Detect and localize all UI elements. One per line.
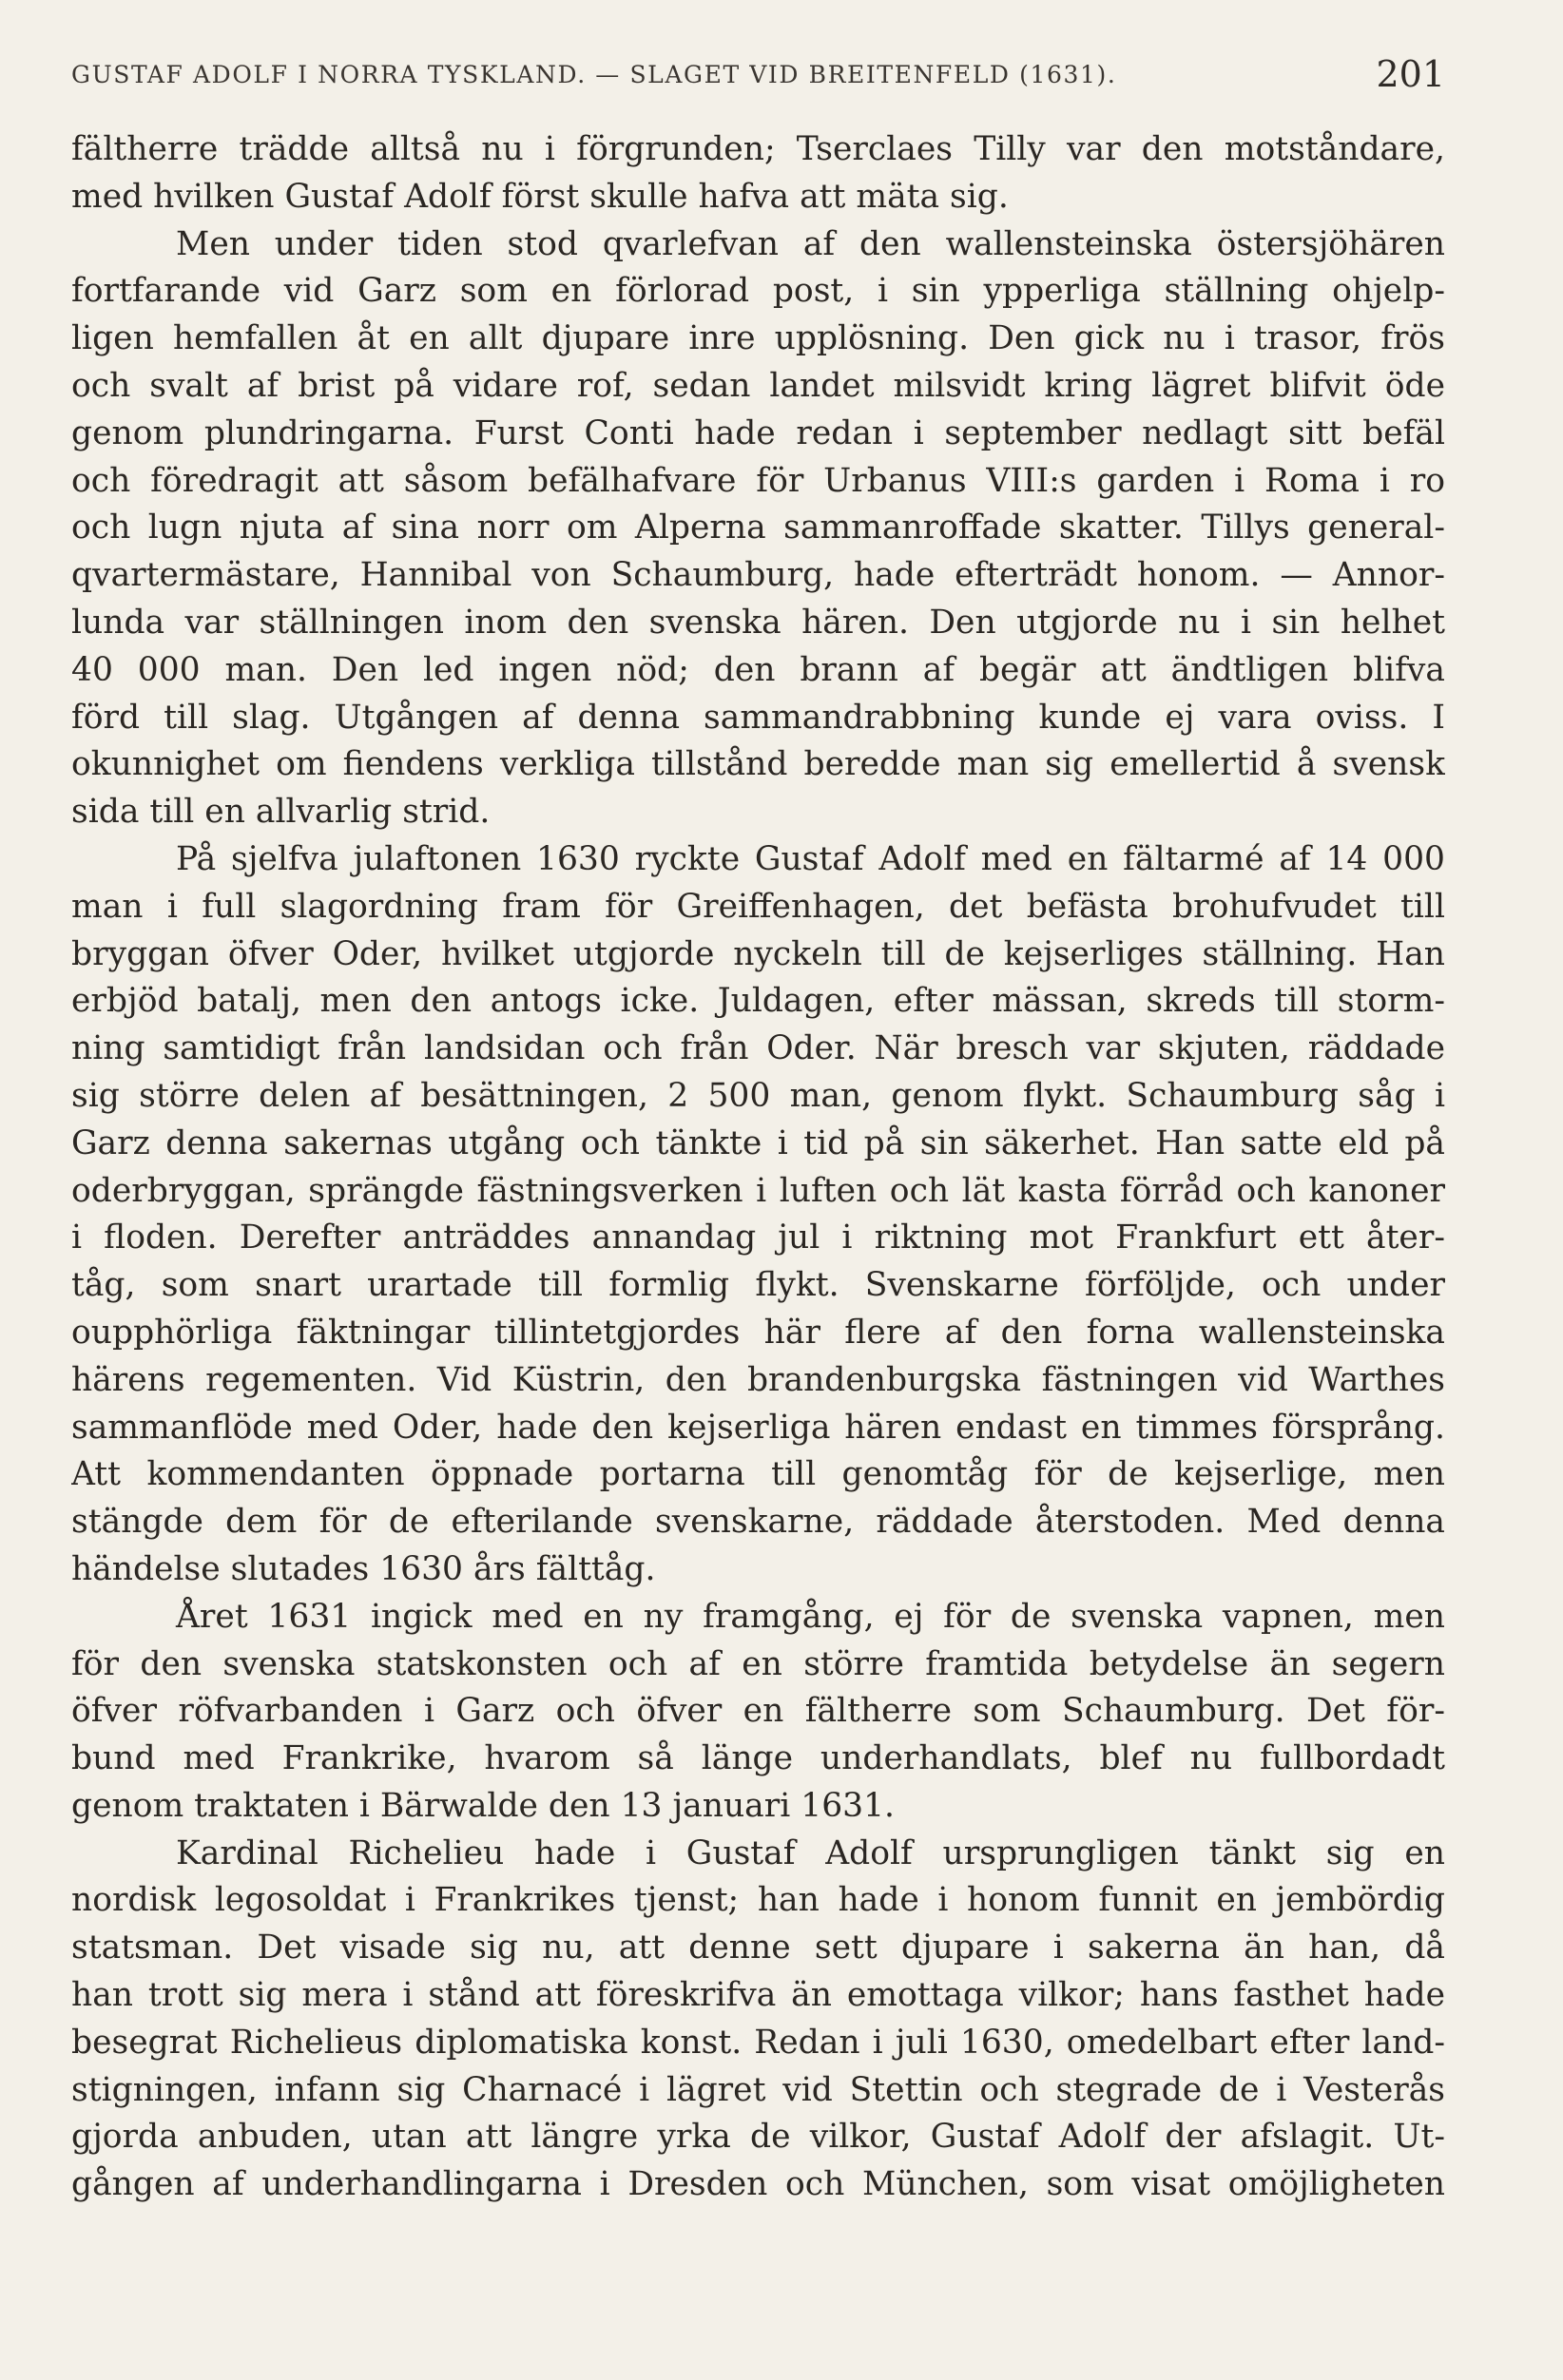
text-line: På sjelfva julaftonen 1630 ryckte Gustaf Adolf med en fältarmé af 14 000 — [176, 839, 1445, 878]
text-line: Kardinal Richelieu hade i Gustaf Adolf ursprungligen tänkt sig en — [176, 1833, 1445, 1872]
text-line: Men under tiden stod qvarlefvan af den wallensteinska östersjöhären — [176, 224, 1445, 263]
text-line: genom plundringarna. Furst Conti hade redan i september nedlagt sitt befäl — [71, 413, 1445, 452]
text-line: Garz denna sakernas utgång och tänkte i tid på sin säkerhet. Han satte eld på — [71, 1123, 1445, 1162]
text-line: genom traktaten i Bärwalde den 13 januari 1631. — [71, 1786, 896, 1825]
text-line: sig större delen af besättningen, 2 500 man, genom flykt. Schaumburg såg i — [71, 1076, 1445, 1115]
text-line: sammanflöde med Oder, hade den kejserliga hären endast en timmes försprång. — [71, 1408, 1445, 1447]
text-line: med hvilken Gustaf Adolf först skulle hafva att mäta sig. — [71, 177, 1009, 216]
text-line: öfver röfvarbanden i Garz och öfver en fältherre som Schaumburg. Det för- — [71, 1692, 1445, 1731]
text-line: erbjöd batalj, men den antogs icke. Juldagen, efter mässan, skreds till storm- — [71, 982, 1445, 1021]
page-number: 201 — [1376, 53, 1445, 95]
text-line: han trott sig mera i stånd att föreskrifva än emottaga vilkor; hans fasthet hade — [71, 1976, 1445, 2015]
text-line: ligen hemfallen åt en allt djupare inre upplösning. Den gick nu i trasor, frös — [71, 319, 1445, 358]
page-header — [71, 53, 1445, 101]
text-line: sida till en allvarlig strid. — [71, 793, 491, 832]
text-line: fortfarande vid Garz som en förlorad post, i sin ypperliga ställning ohjelp- — [71, 272, 1445, 311]
text-line: oupphörliga fäktningar tillintetgjordes här flere af den forna wallensteinska — [71, 1313, 1445, 1352]
text-line: man i full slagordning fram för Greiffenhagen, det befästa brohufvudet till — [71, 887, 1445, 926]
text-line: händelse slutades 1630 års fälttåg. — [71, 1549, 656, 1588]
text-line: lunda var ställningen inom den svenska hären. Den utgjorde nu i sin helhet — [71, 603, 1445, 642]
text-line: besegrat Richelieus diplomatiska konst. Redan i juli 1630, omedelbart efter land- — [71, 2023, 1445, 2062]
text-line: gången af underhandlingarna i Dresden och München, som visat omöjligheten — [71, 2165, 1445, 2204]
text-line: nordisk legosoldat i Frankrikes tjenst; han hade i honom funnit en jembördig — [71, 1881, 1445, 1920]
text-line: okunnighet om fiendens verkliga tillstånd beredde man sig emellertid å svensk — [71, 745, 1445, 784]
text-line: tåg, som snart urartade till formlig flykt. Svenskarne förföljde, och under — [71, 1266, 1445, 1305]
running-head: GUSTAF ADOLF I NORRA TYSKLAND. — SLAGET VID BREITENFELD (1631). — [71, 61, 1117, 88]
text-line: statsman. Det visade sig nu, att denne sett djupare i sakerna än han, då — [71, 1929, 1445, 1967]
text-line: i floden. Derefter anträddes annandag jul i riktning mot Frankfurt ett åter- — [71, 1219, 1445, 1257]
text-line: och föredragit att såsom befälhafvare för Urbanus VIII:s garden i Roma i ro — [71, 461, 1445, 500]
text-line: gjorda anbuden, utan att längre yrka de vilkor, Gustaf Adolf der afslagit. Ut- — [71, 2118, 1445, 2157]
text-line: oderbryggan, sprängde fästningsverken i luften och lät kasta förråd och kanoner — [71, 1171, 1445, 1210]
text-line: stigningen, infann sig Charnacé i lägret vid Stettin och stegrade de i Vesterås — [71, 2070, 1445, 2109]
text-line: Att kommendanten öppnade portarna till genomtåg för de kejserlige, men — [71, 1455, 1445, 1494]
text-line: och svalt af brist på vidare rof, sedan landet milsvidt kring lägret blifvit öde — [71, 366, 1445, 405]
text-line: qvartermästare, Hannibal von Schaumburg, hade efterträdt honom. — Annor- — [71, 556, 1445, 595]
text-line: härens regementen. Vid Küstrin, den brandenburgska fästningen vid Warthes — [71, 1360, 1445, 1399]
text-line: förd till slag. Utgången af denna sammandrabbning kunde ej vara oviss. I — [71, 698, 1445, 737]
text-line: Året 1631 ingick med en ny framgång, ej för de svenska vapnen, men — [176, 1597, 1445, 1636]
text-line: ning samtidigt från landsidan och från Oder. När bresch var skjuten, räddade — [71, 1029, 1445, 1068]
text-line: stängde dem för de efterilande svenskarne, räddade återstoden. Med denna — [71, 1503, 1445, 1542]
text-line: 40 000 man. Den led ingen nöd; den brann af begär att ändtligen blifva — [71, 650, 1445, 689]
body-text — [71, 126, 1445, 2209]
text-line: bund med Frankrike, hvarom så länge underhandlats, blef nu fullbordadt — [71, 1739, 1445, 1778]
text-line: bryggan öfver Oder, hvilket utgjorde nyckeln till de kejserliges ställning. Han — [71, 934, 1445, 973]
text-line: och lugn njuta af sina norr om Alperna sammanroffade skatter. Tillys general- — [71, 509, 1445, 547]
text-line: fältherre trädde alltså nu i förgrunden; Tserclaes Tilly var den motståndare, — [71, 130, 1445, 168]
text-line: för den svenska statskonsten och af en större framtida betydelse än segern — [71, 1644, 1445, 1683]
